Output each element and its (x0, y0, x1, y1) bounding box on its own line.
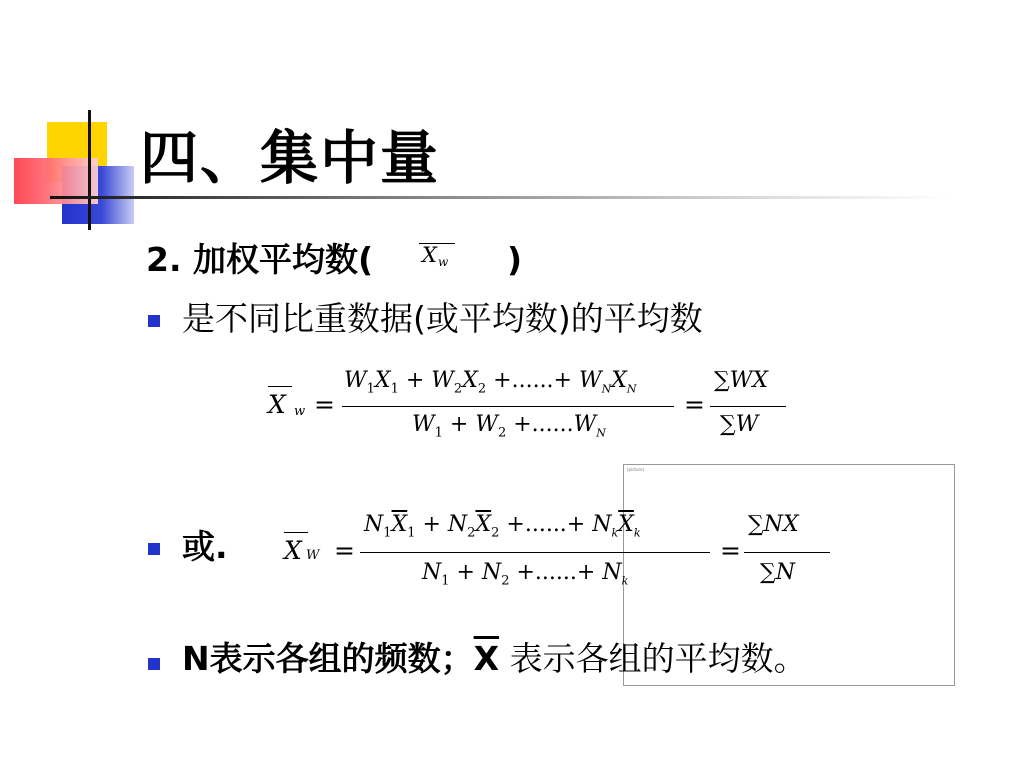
formula-1-denominator: $W_1 + W_2 +......W_N$ (412, 412, 606, 441)
bullet-text-or: 或. (182, 527, 228, 566)
bullet-marker (148, 315, 160, 327)
subheading-text: 2. 加权平均数( (146, 240, 374, 279)
title-underline-rule (50, 196, 950, 199)
picture-caption: (picture) (627, 467, 645, 472)
formula-2-numerator: $N_1\overline{X}_1 + N_2\overline{X}_2$ +......+ $N_k\overline{X}_k$ (364, 512, 641, 541)
bullet-marker (148, 658, 160, 670)
fraction-bar (342, 406, 674, 407)
bullet-text-legend: N表示各组的频数；$\overline{X}$ 表示各组的平均数。 (182, 639, 807, 678)
subheading-close: ) (507, 240, 523, 279)
formula-1-numerator: $W_1X_1 + W_2X_2$ +......+ $W_NX_N$ (344, 368, 637, 397)
weighted-mean-formula-2: X W = $N_1\overline{X}_1 + N_2\overline{X}_2$ +......+ $N_k\overline{X}_k$ $N_1 + N_2$ +......+ $N_k$ = ∑NX ∑N (282, 508, 842, 598)
vertical-rule (88, 110, 91, 230)
weighted-mean-formula-1: X w = $W_1X_1 + W_2X_2$ +......+ $W_NX_N$ $W_1 + W_2 +......W_N$ = ∑WX ∑W (262, 366, 802, 456)
subheading-symbol: X w (419, 238, 455, 270)
slide-title: 四、集中量 (140, 124, 441, 192)
x-bar-symbol: $\overline{X}$ (473, 639, 500, 678)
formula-2-denominator: $N_1 + N_2$ +......+ $N_k$ (422, 560, 629, 589)
bullet-text-definition: 是不同比重数据(或平均数)的平均数 (182, 299, 703, 338)
fraction-bar (360, 552, 710, 553)
subheading (146, 238, 373, 282)
bullet-marker (148, 543, 160, 555)
